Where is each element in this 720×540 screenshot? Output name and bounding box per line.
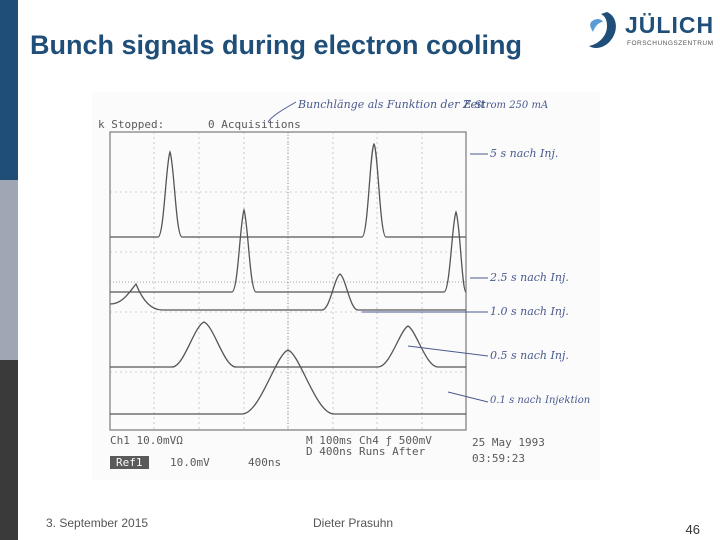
- scope-time: 03:59:23: [472, 452, 525, 465]
- scope-ref-time: 400ns: [248, 456, 282, 469]
- annotation-title: Bunchlänge als Funktion der Zeit: [298, 98, 485, 111]
- scope-status: k Stopped:: [98, 118, 165, 131]
- scope-ref-badge: Ref1: [110, 456, 149, 469]
- scope-m-line: M 100ms Ch4 ƒ 500mV: [306, 434, 432, 447]
- scope-ref-scale: 10.0mV: [170, 456, 210, 469]
- trace-label-0-1s: 0.1 s nach Injektion: [490, 395, 591, 406]
- scope-acquisitions: 0 Acquisitions: [208, 118, 301, 131]
- oscilloscope-scan: [92, 92, 600, 480]
- slide-title: Bunch signals during electron cooling: [30, 30, 523, 60]
- trace-label-0-5s: 0.5 s nach Inj.: [490, 349, 569, 362]
- scope-d-line: D 400ns Runs After: [306, 445, 426, 458]
- trace-label-2-5s: 2.5 s nach Inj.: [490, 271, 569, 284]
- trace-label-5s: 5 s nach Inj.: [490, 147, 559, 160]
- scope-date: 25 May 1993: [472, 436, 545, 449]
- footer-author: Dieter Prasuhn: [313, 516, 394, 530]
- page-number: 46: [685, 522, 700, 537]
- julich-logo-icon: [585, 10, 621, 54]
- julich-logo: [585, 8, 715, 56]
- left-accent-bar-bottom: [0, 360, 18, 540]
- scope-ch1-scale: Ch1 10.0mVΩ: [110, 434, 183, 447]
- left-accent-bar-top: [0, 0, 18, 180]
- logo-wordmark: JÜLICH: [625, 12, 715, 38]
- trace-label-1-0s: 1.0 s nach Inj.: [490, 305, 569, 318]
- footer-date: 3. September 2015: [46, 516, 149, 530]
- logo-subtitle: FORSCHUNGSZENTRUM: [627, 40, 714, 47]
- annotation-current: E-Strom 250 mA: [464, 100, 549, 111]
- left-accent-bar-middle: [0, 180, 18, 360]
